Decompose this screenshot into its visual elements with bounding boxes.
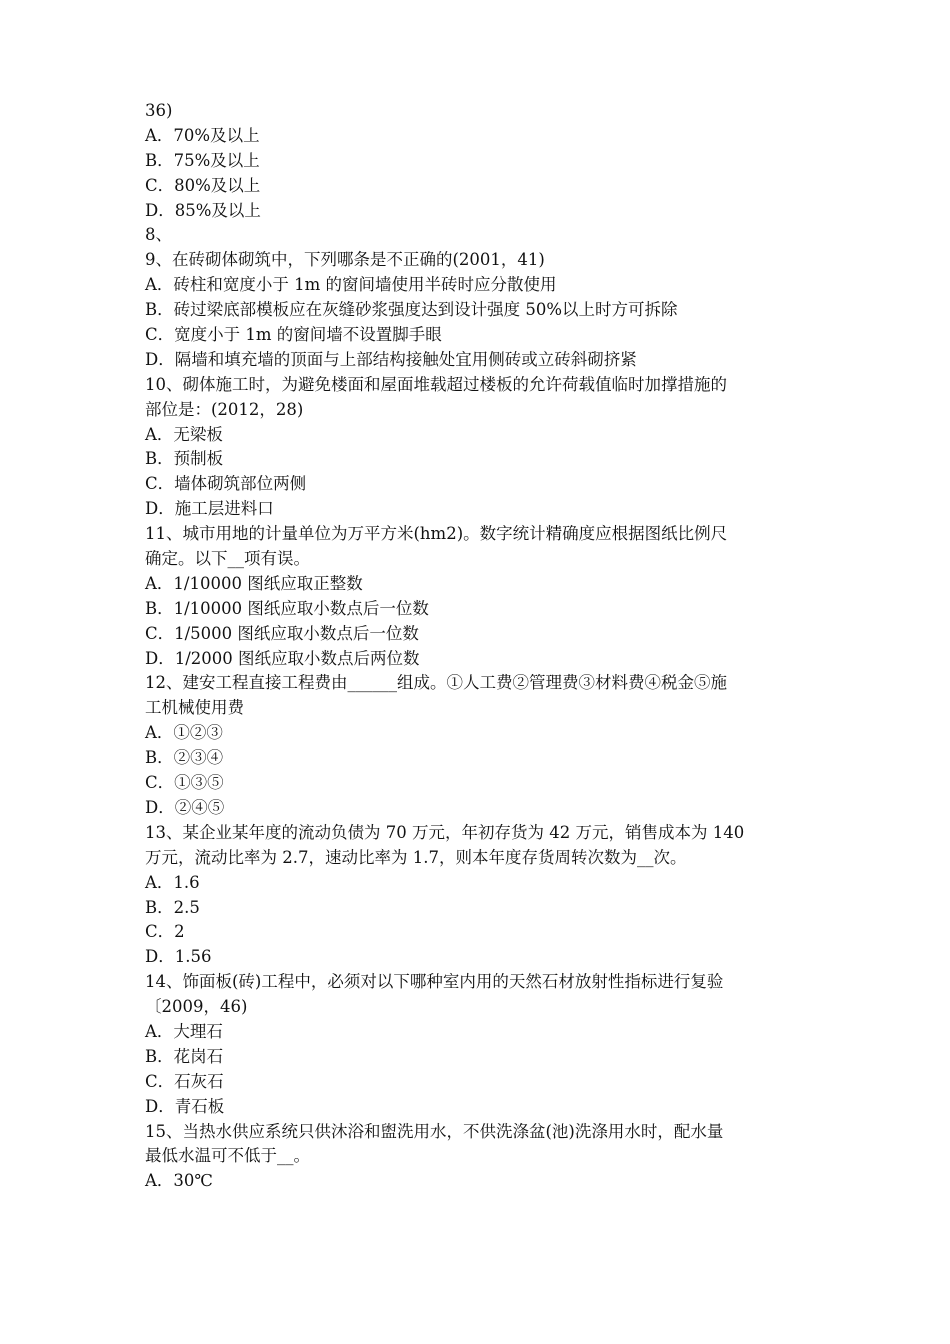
- text-line: 最低水温可不低于__。: [145, 1146, 310, 1166]
- text-line: 15、当热水供应系统只供沐浴和盥洗用水，不供洗涤盆(池)洗涤用水时，配水量: [145, 1121, 724, 1141]
- text-line: B．预制板: [145, 449, 224, 469]
- text-line: 9、在砖砌体砌筑中，下列哪条是不正确的(2001，41): [145, 250, 545, 270]
- document-page: [145, 99, 815, 1194]
- text-line: A．无梁板: [145, 424, 223, 444]
- text-line: 万元，流动比率为 2.7，速动比率为 1.7，则本年度存货周转次数为__次。: [145, 847, 687, 867]
- text-line: D．1.56: [145, 947, 212, 967]
- text-line: 8、: [145, 225, 172, 245]
- text-line: B．砖过梁底部模板应在灰缝砂浆强度达到设计强度 50%以上时方可拆除: [145, 300, 678, 320]
- text-line: C．墙体砌筑部位两侧: [145, 474, 307, 494]
- text-line: B．75%及以上: [145, 150, 260, 170]
- text-line: D．②④⑤: [145, 797, 225, 817]
- text-line: D．1/2000 图纸应取小数点后两位数: [145, 648, 420, 668]
- text-line: B．花岗石: [145, 1046, 224, 1066]
- text-line: A．1/10000 图纸应取正整数: [145, 573, 363, 593]
- text-line: D．隔墙和填充墙的顶面与上部结构接触处宜用侧砖或立砖斜砌挤紧: [145, 349, 637, 369]
- text-line: A．大理石: [145, 1021, 223, 1041]
- text-line: A．砖柱和宽度小于 1m 的窗间墙使用半砖时应分散使用: [145, 275, 557, 295]
- text-line: 14、饰面板(砖)工程中，必须对以下哪种室内用的天然石材放射性指标进行复验: [145, 972, 724, 992]
- text-line: A．70%及以上: [145, 125, 260, 145]
- text-line: A．1.6: [145, 872, 200, 892]
- text-line: D．85%及以上: [145, 200, 261, 220]
- text-line: 〔2009，46): [145, 997, 248, 1017]
- text-line: C．80%及以上: [145, 175, 261, 195]
- text-line: B．2.5: [145, 897, 200, 917]
- text-line: C．2: [145, 922, 185, 942]
- text-line: B．②③④: [145, 748, 224, 768]
- text-line: 13、某企业某年度的流动负债为 70 万元，年初存货为 42 万元，销售成本为 140: [145, 822, 745, 842]
- text-line: 36): [145, 101, 173, 120]
- text-line: A．①②③: [145, 723, 223, 743]
- text-line: 12、建安工程直接工程费由______组成。①人工费②管理费③材料费④税金⑤施: [145, 673, 727, 693]
- text-line: C．石灰石: [145, 1071, 224, 1091]
- text-line: 10、砌体施工时，为避免楼面和屋面堆载超过楼板的允许荷载值临时加撑措施的: [145, 374, 727, 394]
- text-line: 工机械使用费: [145, 698, 244, 718]
- text-line: D．施工层进料口: [145, 499, 274, 519]
- text-line: C．①③⑤: [145, 773, 224, 793]
- text-line: 部位是：(2012，28): [145, 399, 304, 419]
- text-line: 确定。以下__项有误。: [145, 549, 310, 569]
- text-line: B．1/10000 图纸应取小数点后一位数: [145, 598, 429, 618]
- text-line: 11、城市用地的计量单位为万平方米(hm2)。数字统计精确度应根据图纸比例尺: [145, 524, 728, 544]
- text-line: C．1/5000 图纸应取小数点后一位数: [145, 623, 419, 643]
- text-line: A．30℃: [145, 1171, 213, 1191]
- text-line: D．青石板: [145, 1096, 225, 1116]
- text-line: C．宽度小于 1m 的窗间墙不设置脚手眼: [145, 325, 442, 345]
